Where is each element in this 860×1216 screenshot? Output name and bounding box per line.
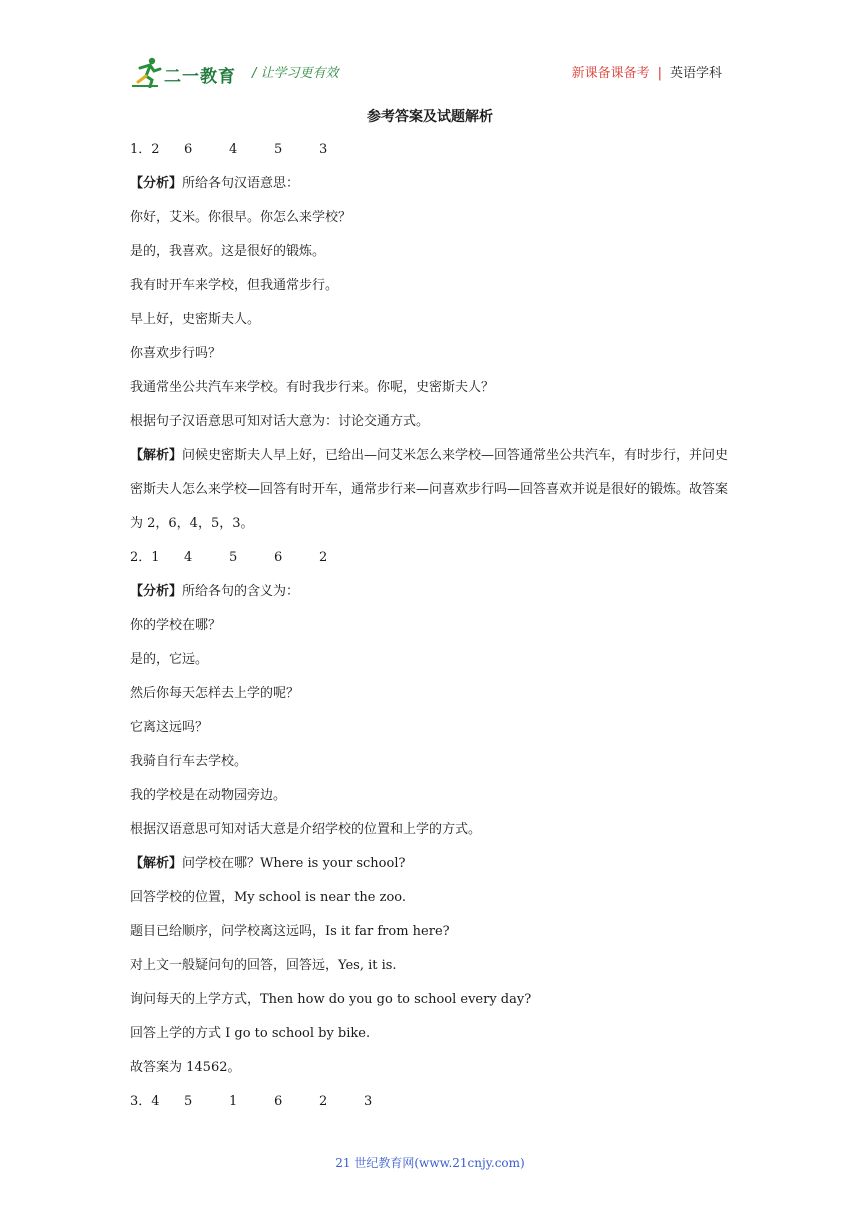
q2-line: 然后你每天怎样去上学的呢？ xyxy=(130,686,300,701)
analysis-label: 【分析】 xyxy=(130,176,183,191)
header-right xyxy=(572,62,722,81)
q2-line: 我骑自行车去学校。 xyxy=(130,754,248,769)
q2-explain-line: 回答学校的位置，My school is near the zoo. xyxy=(130,890,407,905)
q2-explain-line: 对上文一般疑问句的回答，回答远，Yes, it is. xyxy=(130,958,397,973)
q1-line: 根据句子汉语意思可知对话大意为：讨论交通方式。 xyxy=(130,414,430,429)
q2-answer: 5 xyxy=(229,550,238,565)
q2-explain-line: 故答案为 14562。 xyxy=(130,1060,241,1075)
q2-line: 我的学校是在动物园旁边。 xyxy=(130,788,287,803)
q1-analysis xyxy=(130,167,730,201)
q1-answer: 5 xyxy=(274,142,283,157)
q2-label-text: 2． xyxy=(130,550,152,565)
q1-label xyxy=(130,133,184,167)
q3-answer: 4 xyxy=(151,1094,160,1109)
header-separator: | xyxy=(657,66,662,81)
explain-label: 【解析】 xyxy=(130,448,183,463)
q2-explain-line: 回答上学的方式 I go to school by bike. xyxy=(130,1026,371,1041)
q3-label-text: 3． xyxy=(130,1094,152,1109)
q1-answer: 4 xyxy=(229,142,238,157)
q2-answer: 4 xyxy=(184,550,193,565)
page-header xyxy=(0,0,860,100)
q3-answer: 6 xyxy=(274,1094,283,1109)
explain-label: 【解析】 xyxy=(130,856,183,871)
q2-analysis xyxy=(130,575,730,609)
logo xyxy=(132,56,242,90)
q2-line: 根据汉语意思可知对话大意是介绍学校的位置和上学的方式。 xyxy=(130,822,482,837)
q2-line: 你的学校在哪？ xyxy=(130,618,222,633)
q1-line: 你好，艾米。你很早。你怎么来学校？ xyxy=(130,210,352,225)
q1-explanation xyxy=(130,439,730,541)
explain-text: 问候史密斯夫人早上好，已给出—问艾米怎么来学校—回答通常坐公共汽车，有时步行，并问史密斯夫人怎么来学校—回答有时开车，通常步行来—问喜欢步行吗—回答喜欢并说是很好的锻炼。故答案为 2，6，4，5，3。 xyxy=(130,448,729,531)
q3-answer: 3 xyxy=(364,1094,373,1109)
q1-answer-row xyxy=(130,133,730,167)
q1-line: 我通常坐公共汽车来学校。有时我步行来。你呢，史密斯夫人？ xyxy=(130,380,495,395)
q2-explain-line: 询问每天的上学方式，Then how do you go to school every day? xyxy=(130,992,532,1007)
analysis-text: 所给各句的含义为： xyxy=(182,584,300,599)
analysis-label: 【分析】 xyxy=(130,584,183,599)
analysis-text: 所给各句汉语意思： xyxy=(182,176,300,191)
logo-text: 二一教育 xyxy=(164,67,236,87)
q2-label xyxy=(130,541,184,575)
q3-answer: 1 xyxy=(229,1094,238,1109)
q1-line: 是的，我喜欢。这是很好的锻炼。 xyxy=(130,244,326,259)
q1-answer: 3 xyxy=(319,142,328,157)
q2-answer: 6 xyxy=(274,550,283,565)
q3-answer: 5 xyxy=(184,1094,193,1109)
q2-line: 它离这远吗？ xyxy=(130,720,209,735)
q2-line: 是的，它远。 xyxy=(130,652,209,667)
q1-label-text: 1． xyxy=(130,142,152,157)
page-title: 参考答案及试题解析 xyxy=(367,109,493,125)
q2-explanation xyxy=(130,847,730,881)
q2-answer: 1 xyxy=(151,550,160,565)
q1-line: 早上好，史密斯夫人。 xyxy=(130,312,261,327)
q2-explain-line: 题目已给顺序，问学校离这远吗，Is it far from here? xyxy=(130,924,450,939)
q3-label xyxy=(130,1085,184,1119)
header-tagline: 新课备课备考 xyxy=(571,66,650,81)
page-footer[interactable]: 21 世纪教育网(www.21cnjy.com) xyxy=(335,1156,525,1170)
answer-content xyxy=(130,133,730,1119)
header-subject: 英语学科 xyxy=(669,66,722,81)
q2-answer: 2 xyxy=(319,550,328,565)
q1-line: 我有时开车来学校，但我通常步行。 xyxy=(130,278,339,293)
explain-text: 问学校在哪？Where is your school? xyxy=(182,856,406,871)
q3-answer: 2 xyxy=(319,1094,328,1109)
q1-answer: 6 xyxy=(184,142,193,157)
q3-answer-row xyxy=(130,1085,730,1119)
runner-logo-icon xyxy=(132,56,162,88)
q2-answer-row xyxy=(130,541,730,575)
q1-answer: 2 xyxy=(151,142,160,157)
q1-line: 你喜欢步行吗？ xyxy=(130,346,222,361)
slogan: / 让学习更有效 xyxy=(252,66,339,81)
